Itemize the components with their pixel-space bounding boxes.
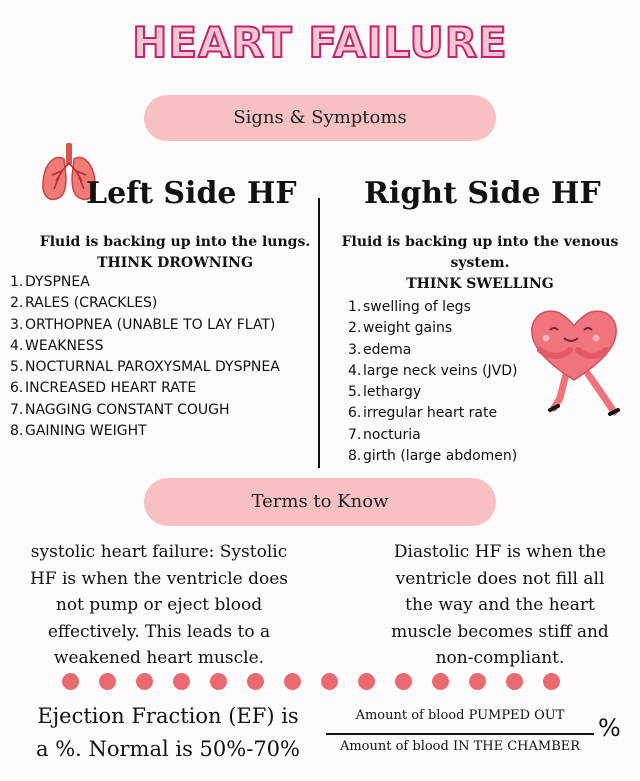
item-text: large neck veins (JVD) (363, 362, 518, 379)
left-symptom-list (10, 272, 280, 442)
item-text: ORTHOPNEA (UNABLE TO LAY FLAT) (25, 316, 276, 333)
divider-dot (469, 673, 486, 690)
item-number: 2. (348, 320, 362, 337)
item-text: lethargy (363, 384, 422, 401)
item-text: irregular heart rate (363, 405, 498, 422)
item-text: WEAKNESS (25, 337, 104, 354)
diastolic-line: muscle becomes stiff and (391, 621, 609, 642)
item-text: swelling of legs (363, 299, 471, 315)
divider-dot (173, 673, 190, 690)
item-number: 7. (348, 426, 362, 443)
terms-to-know-banner (144, 478, 496, 526)
ejection-fraction-text (18, 700, 318, 766)
systolic-definition (4, 539, 314, 672)
item-number: 5. (10, 359, 24, 376)
left-desc-line1: Fluid is backing up into the lungs. (39, 234, 311, 250)
list-item (10, 293, 280, 314)
diastolic-line: Diastolic HF is when the (393, 542, 607, 562)
list-item (10, 315, 280, 336)
list-item (348, 425, 518, 446)
right-symptom-list (348, 297, 518, 467)
item-number: 8. (10, 423, 24, 440)
list-item (348, 340, 518, 361)
list-item (10, 400, 280, 421)
fraction-bar (326, 733, 594, 735)
item-number: 4. (348, 362, 362, 379)
systolic-line: systolic heart failure: Systolic (30, 542, 288, 562)
divider-dot (136, 673, 153, 690)
page-title: HEART FAILURE (132, 18, 508, 67)
diastolic-line: non-compliant. (435, 648, 565, 668)
item-number: 6. (348, 405, 362, 422)
systolic-line: not pump or eject blood (55, 595, 263, 615)
item-text: GAINING WEIGHT (25, 423, 147, 440)
ef-line2: a %. Normal is 50%-70% (36, 737, 300, 761)
list-item (348, 446, 518, 467)
right-desc-line1: Fluid is backing up into the venous (341, 234, 619, 250)
systolic-line: HF is when the ventricle does (29, 568, 289, 589)
item-text: edema (363, 341, 412, 358)
signs-symptoms-banner (144, 95, 496, 141)
fraction-denominator: Amount of blood IN THE CHAMBER (339, 739, 581, 754)
item-number: 2. (10, 295, 24, 312)
list-item (10, 421, 280, 442)
item-text: weight gains (363, 320, 453, 337)
divider-dot (321, 673, 338, 690)
right-desc-line2: system. (450, 255, 510, 271)
divider-dot (543, 673, 560, 690)
item-number: 6. (10, 380, 24, 397)
percent-symbol: % (598, 714, 621, 742)
list-item (348, 403, 518, 424)
list-item (10, 336, 280, 357)
dot-divider (62, 670, 582, 694)
item-text: INCREASED HEART RATE (25, 380, 197, 397)
heart-character-icon (526, 302, 636, 420)
divider-dot (62, 673, 79, 690)
list-item (348, 382, 518, 403)
diastolic-line: the way and the heart (405, 595, 595, 615)
divider-dot (247, 673, 264, 690)
right-side-heading: Right Side HF (364, 176, 601, 211)
signs-symptoms-label: Signs & Symptoms (233, 107, 407, 128)
item-number: 5. (348, 384, 362, 401)
systolic-line: effectively. This leads to a (47, 621, 271, 642)
item-number: 1. (348, 299, 362, 315)
list-item (348, 361, 518, 382)
divider-dot (99, 673, 116, 690)
list-item (348, 297, 518, 318)
divider-dot (432, 673, 449, 690)
list-item (10, 357, 280, 378)
divider-dot (284, 673, 301, 690)
left-side-heading: Left Side HF (86, 176, 297, 211)
item-number: 7. (10, 401, 24, 418)
left-desc-line2: THINK DROWNING (97, 255, 253, 271)
ef-line1: Ejection Fraction (EF) is (37, 704, 299, 728)
terms-to-know-label: Terms to Know (251, 491, 389, 512)
item-number: 1. (10, 274, 24, 290)
diastolic-line: ventricle does not fill all (395, 568, 605, 589)
item-text: RALES (CRACKLES) (25, 295, 158, 312)
divider-dot (210, 673, 227, 690)
item-number: 3. (10, 316, 24, 333)
item-number: 3. (348, 341, 362, 358)
item-text: nocturia (363, 426, 421, 443)
list-item (348, 318, 518, 339)
list-item (10, 378, 280, 399)
divider-dot (506, 673, 523, 690)
right-side-description (330, 232, 630, 295)
item-text: NAGGING CONSTANT COUGH (25, 401, 230, 418)
item-number: 4. (10, 337, 24, 354)
list-item (10, 272, 280, 293)
item-text: girth (large abdomen) (363, 448, 518, 465)
left-side-description (30, 232, 320, 274)
divider-dot (358, 673, 375, 690)
item-number: 8. (348, 448, 362, 465)
fraction-numerator: Amount of blood PUMPED OUT (355, 708, 565, 723)
right-desc-line3: THINK SWELLING (406, 276, 554, 292)
item-text: NOCTURNAL PAROXYSMAL DYSPNEA (25, 359, 280, 376)
systolic-line: weakened heart muscle. (53, 648, 265, 668)
item-text: DYSPNEA (25, 274, 90, 290)
diastolic-definition (360, 539, 640, 672)
divider-dot (395, 673, 412, 690)
